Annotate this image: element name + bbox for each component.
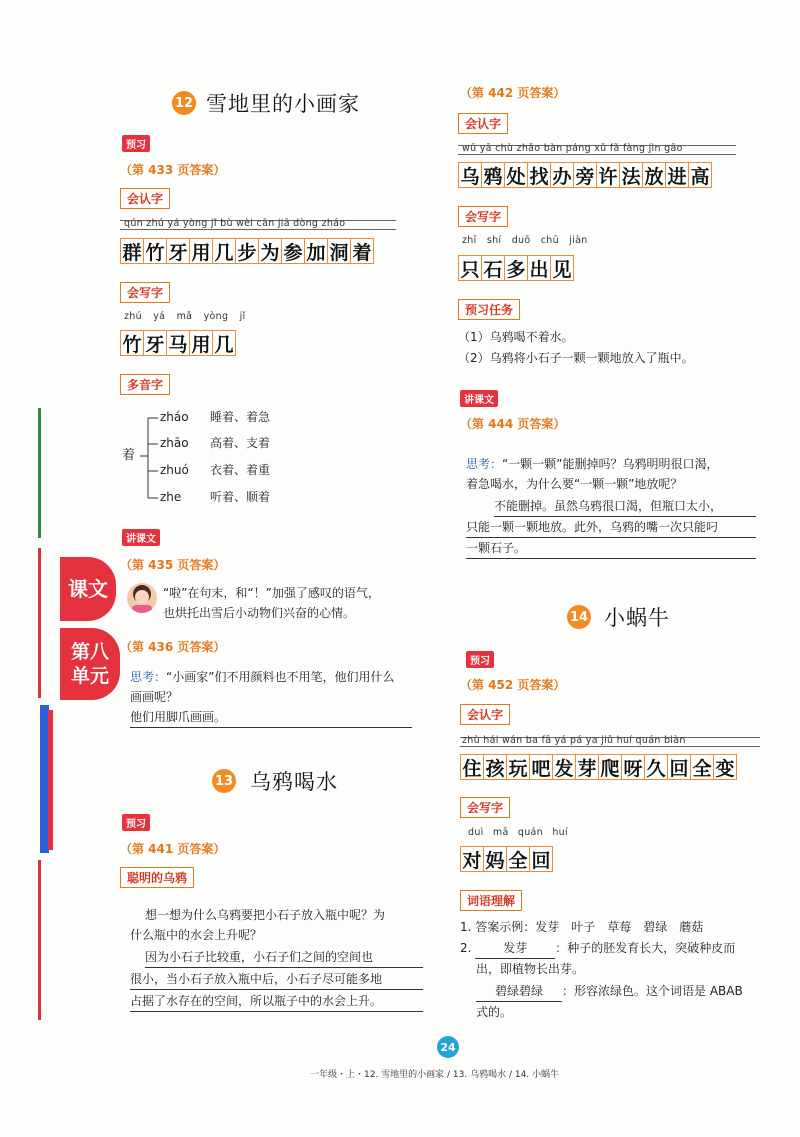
char-grid-read [120, 238, 374, 264]
lesson-number-badge: 12 [172, 91, 196, 115]
grid-char: 妈 [484, 847, 507, 871]
char-grid-write [120, 330, 236, 356]
answer-ref: （第 441 页答案） [120, 842, 226, 856]
char-grid-read [458, 162, 712, 188]
question-line: 想一想为什么乌鸦要把小石子放入瓶中呢？为 [145, 908, 386, 922]
think-question-cont: 画画呢？ [130, 690, 179, 704]
grid-char: 高 [690, 165, 710, 188]
grid-char: 只 [459, 256, 482, 280]
lesson-title: 小蜗牛 [604, 606, 670, 630]
grid-char: 许 [597, 163, 620, 187]
lecture-tag: 讲课文 [122, 529, 160, 546]
grid-char: 法 [620, 163, 643, 187]
section-tag-vocab: 词语理解 [460, 890, 522, 911]
grid-char: 群 [121, 239, 144, 263]
think-label: 思考： [466, 457, 503, 471]
grid-char: 石 [482, 256, 505, 280]
grid-char: 着 [352, 241, 372, 264]
grid-char: 办 [551, 163, 574, 187]
lesson-number-badge: 13 [212, 769, 236, 793]
side-bar-red [48, 710, 53, 850]
grid-char: 步 [236, 239, 259, 263]
section-tag-polyphone: 多音字 [120, 374, 170, 395]
note-line: “啦”在句末，和“！”加强了感叹的语气， [163, 586, 380, 600]
note-line: 也烘托出雪后小动物们兴奋的心情。 [163, 606, 356, 620]
grid-char: 用 [190, 239, 213, 263]
grid-char: 爬 [599, 755, 622, 779]
task-line: （1）乌鸦喝不着水。 [458, 330, 574, 344]
lecture-tag: 讲课文 [460, 390, 498, 407]
think-question-cont: 着急喝水，为什么要“一颗一颗”地放呢？ [466, 477, 683, 491]
pinyin-row: duì mā quán huí [468, 827, 568, 838]
answer-line: 占据了水存在的空间，所以瓶子中的水会上升。 [130, 992, 423, 1012]
lesson-number-badge: 14 [567, 605, 591, 629]
polyphone-row [160, 488, 420, 507]
grid-char: 回 [668, 755, 691, 779]
pinyin: zhāo [160, 436, 189, 450]
grid-char: 用 [190, 331, 213, 355]
pinyin: zhuó [160, 463, 189, 477]
think-answer: 他们用脚爪画画。 [130, 708, 412, 728]
side-line-red [38, 548, 41, 698]
grid-char: 芽 [576, 755, 599, 779]
grid-char: 呀 [622, 755, 645, 779]
side-line-green [38, 408, 41, 538]
teacher-avatar [127, 583, 157, 613]
polyphone-row [160, 408, 420, 427]
think-answer: 一颗石子。 [466, 539, 756, 559]
vocab-line [460, 939, 760, 959]
grid-char: 牙 [144, 331, 167, 355]
grid-char: 加 [305, 239, 328, 263]
vocab-line [476, 982, 766, 1002]
polyphone-char: 着 [122, 448, 136, 463]
lesson-title: 雪地里的小画家 [206, 92, 360, 116]
think-question [130, 668, 420, 687]
grid-char: 竹 [144, 239, 167, 263]
words: 睡着、着急 [210, 410, 271, 424]
grid-char: 处 [505, 163, 528, 187]
grid-char: 出 [528, 256, 551, 280]
pinyin: zhe [160, 490, 182, 504]
section-tag-write: 会写字 [458, 206, 508, 227]
grid-char: 变 [715, 757, 735, 780]
polyphone-diagram [118, 408, 418, 508]
grid-char: 久 [645, 755, 668, 779]
avatar-icon [127, 583, 157, 613]
vocab-line: 1. 答案示例：发芽 叶子 草莓 碧绿 蘑菇 [460, 920, 704, 934]
words: 高着、支着 [210, 436, 271, 450]
grid-char: 吧 [530, 755, 553, 779]
pinyin-row: zhú yá mǎ yòng jǐ [124, 311, 246, 322]
section-tag-read: 会认字 [120, 188, 170, 209]
grid-char: 参 [282, 239, 305, 263]
words: 听着、顺着 [210, 490, 271, 504]
answer-ref: （第 442 页答案） [460, 86, 566, 100]
grid-char: 旁 [574, 163, 597, 187]
grid-char: 找 [528, 163, 551, 187]
pinyin-row: zhī shí duō chū jiàn [462, 235, 588, 246]
grid-char: 玩 [507, 755, 530, 779]
pinyin: zháo [160, 410, 189, 424]
section-tag-read: 会认字 [460, 704, 510, 725]
grid-char: 回 [531, 849, 551, 872]
grid-char: 对 [461, 847, 484, 871]
lesson-title: 乌鸦喝水 [250, 770, 338, 794]
vocab-num: 2. [460, 941, 472, 955]
section-tag-read: 会认字 [458, 113, 508, 134]
think-answer: 只能一颗一颗地放。此外，乌鸦的嘴一次只能叼 [466, 518, 756, 538]
side-line-red-bottom [38, 860, 41, 1020]
page-number: 24 [437, 1036, 459, 1058]
grid-char: 见 [552, 258, 572, 281]
grid-char: 全 [507, 847, 530, 871]
task-line: （2）乌鸦将小石子一颗一颗地放入了瓶中。 [458, 351, 694, 365]
vocab-def: ：形容浓绿色。这个词语是 ABAB [562, 984, 743, 998]
grid-char: 洞 [328, 239, 351, 263]
question-line: 什么瓶中的水会上升呢？ [130, 928, 263, 942]
vocab-line: 出，即植物长出芽。 [476, 962, 585, 976]
preview-tag: 预习 [122, 135, 150, 152]
char-grid-write [460, 846, 553, 872]
grid-char: 全 [691, 755, 714, 779]
vocab-def: ：种子的胚发育长大，突破种皮而 [555, 941, 736, 955]
vocab-line: 式的。 [476, 1005, 513, 1019]
think-text: “一颗一颗”能删掉吗？乌鸦明明很口渴， [502, 457, 719, 471]
side-tab-lesson[interactable]: 课文 [60, 557, 116, 621]
preview-tag: 预习 [466, 651, 494, 668]
preview-tag: 预习 [122, 814, 150, 831]
answer-ref: （第 435 页答案） [120, 558, 226, 572]
words: 衣着、着重 [210, 463, 271, 477]
grid-char: 住 [461, 755, 484, 779]
grid-char: 鸦 [482, 163, 505, 187]
polyphone-row [160, 461, 420, 480]
answer-ref: （第 444 页答案） [460, 417, 566, 431]
grid-char: 发 [553, 755, 576, 779]
think-question [466, 455, 718, 474]
pinyin-row: qún zhú yá yòng jǐ bù wèi cān jiā dòng zháo [124, 218, 346, 229]
grid-char: 几 [214, 333, 234, 356]
vocab-word: 发芽 [475, 939, 555, 959]
grid-char: 牙 [167, 239, 190, 263]
grid-char: 马 [167, 331, 190, 355]
side-tab-unit[interactable]: 第八单元 [60, 628, 120, 700]
grid-char: 多 [505, 256, 528, 280]
think-label: 思考： [130, 670, 167, 684]
char-grid-read [460, 754, 737, 780]
grid-char: 竹 [121, 331, 144, 355]
grid-char: 进 [666, 163, 689, 187]
answer-ref: （第 436 页答案） [120, 640, 226, 654]
grid-char: 放 [643, 163, 666, 187]
pinyin-row: wū yā chù zhǎo bàn páng xǔ fǎ fàng jìn gāo [462, 143, 683, 154]
answer-ref: （第 433 页答案） [120, 163, 226, 177]
think-text: “小画家”们不用颜料也不用笔，他们用什么 [166, 670, 395, 684]
grid-char: 几 [213, 239, 236, 263]
answer-line: 很小，当小石子放入瓶中后，小石子尽可能多地 [130, 970, 423, 990]
section-tag-write: 会写字 [120, 282, 170, 303]
section-tag-task: 预习任务 [458, 299, 520, 320]
answer-line: 因为小石子比较重，小石子们之间的空间也 [145, 948, 423, 968]
grid-char: 孩 [484, 755, 507, 779]
section-tag-smart-crow: 聪明的乌鸦 [120, 867, 194, 888]
think-answer: 不能删掉。虽然乌鸦很口渴，但瓶口太小， [494, 497, 756, 517]
polyphone-row [160, 434, 420, 453]
char-grid-write [458, 255, 574, 281]
grid-char: 乌 [459, 163, 482, 187]
answer-ref: （第 452 页答案） [460, 678, 566, 692]
footer-text: 一年级・上・12. 雪地里的小画家 / 13. 乌鸦喝水 / 14. 小蜗牛 [310, 1070, 560, 1080]
pinyin-row: zhù hái wán ba fā yá pá ya jiǔ huí quán biàn [462, 735, 686, 746]
grid-char: 为 [259, 239, 282, 263]
section-tag-write: 会写字 [460, 797, 510, 818]
vocab-word: 碧绿碧绿 [476, 982, 562, 1002]
